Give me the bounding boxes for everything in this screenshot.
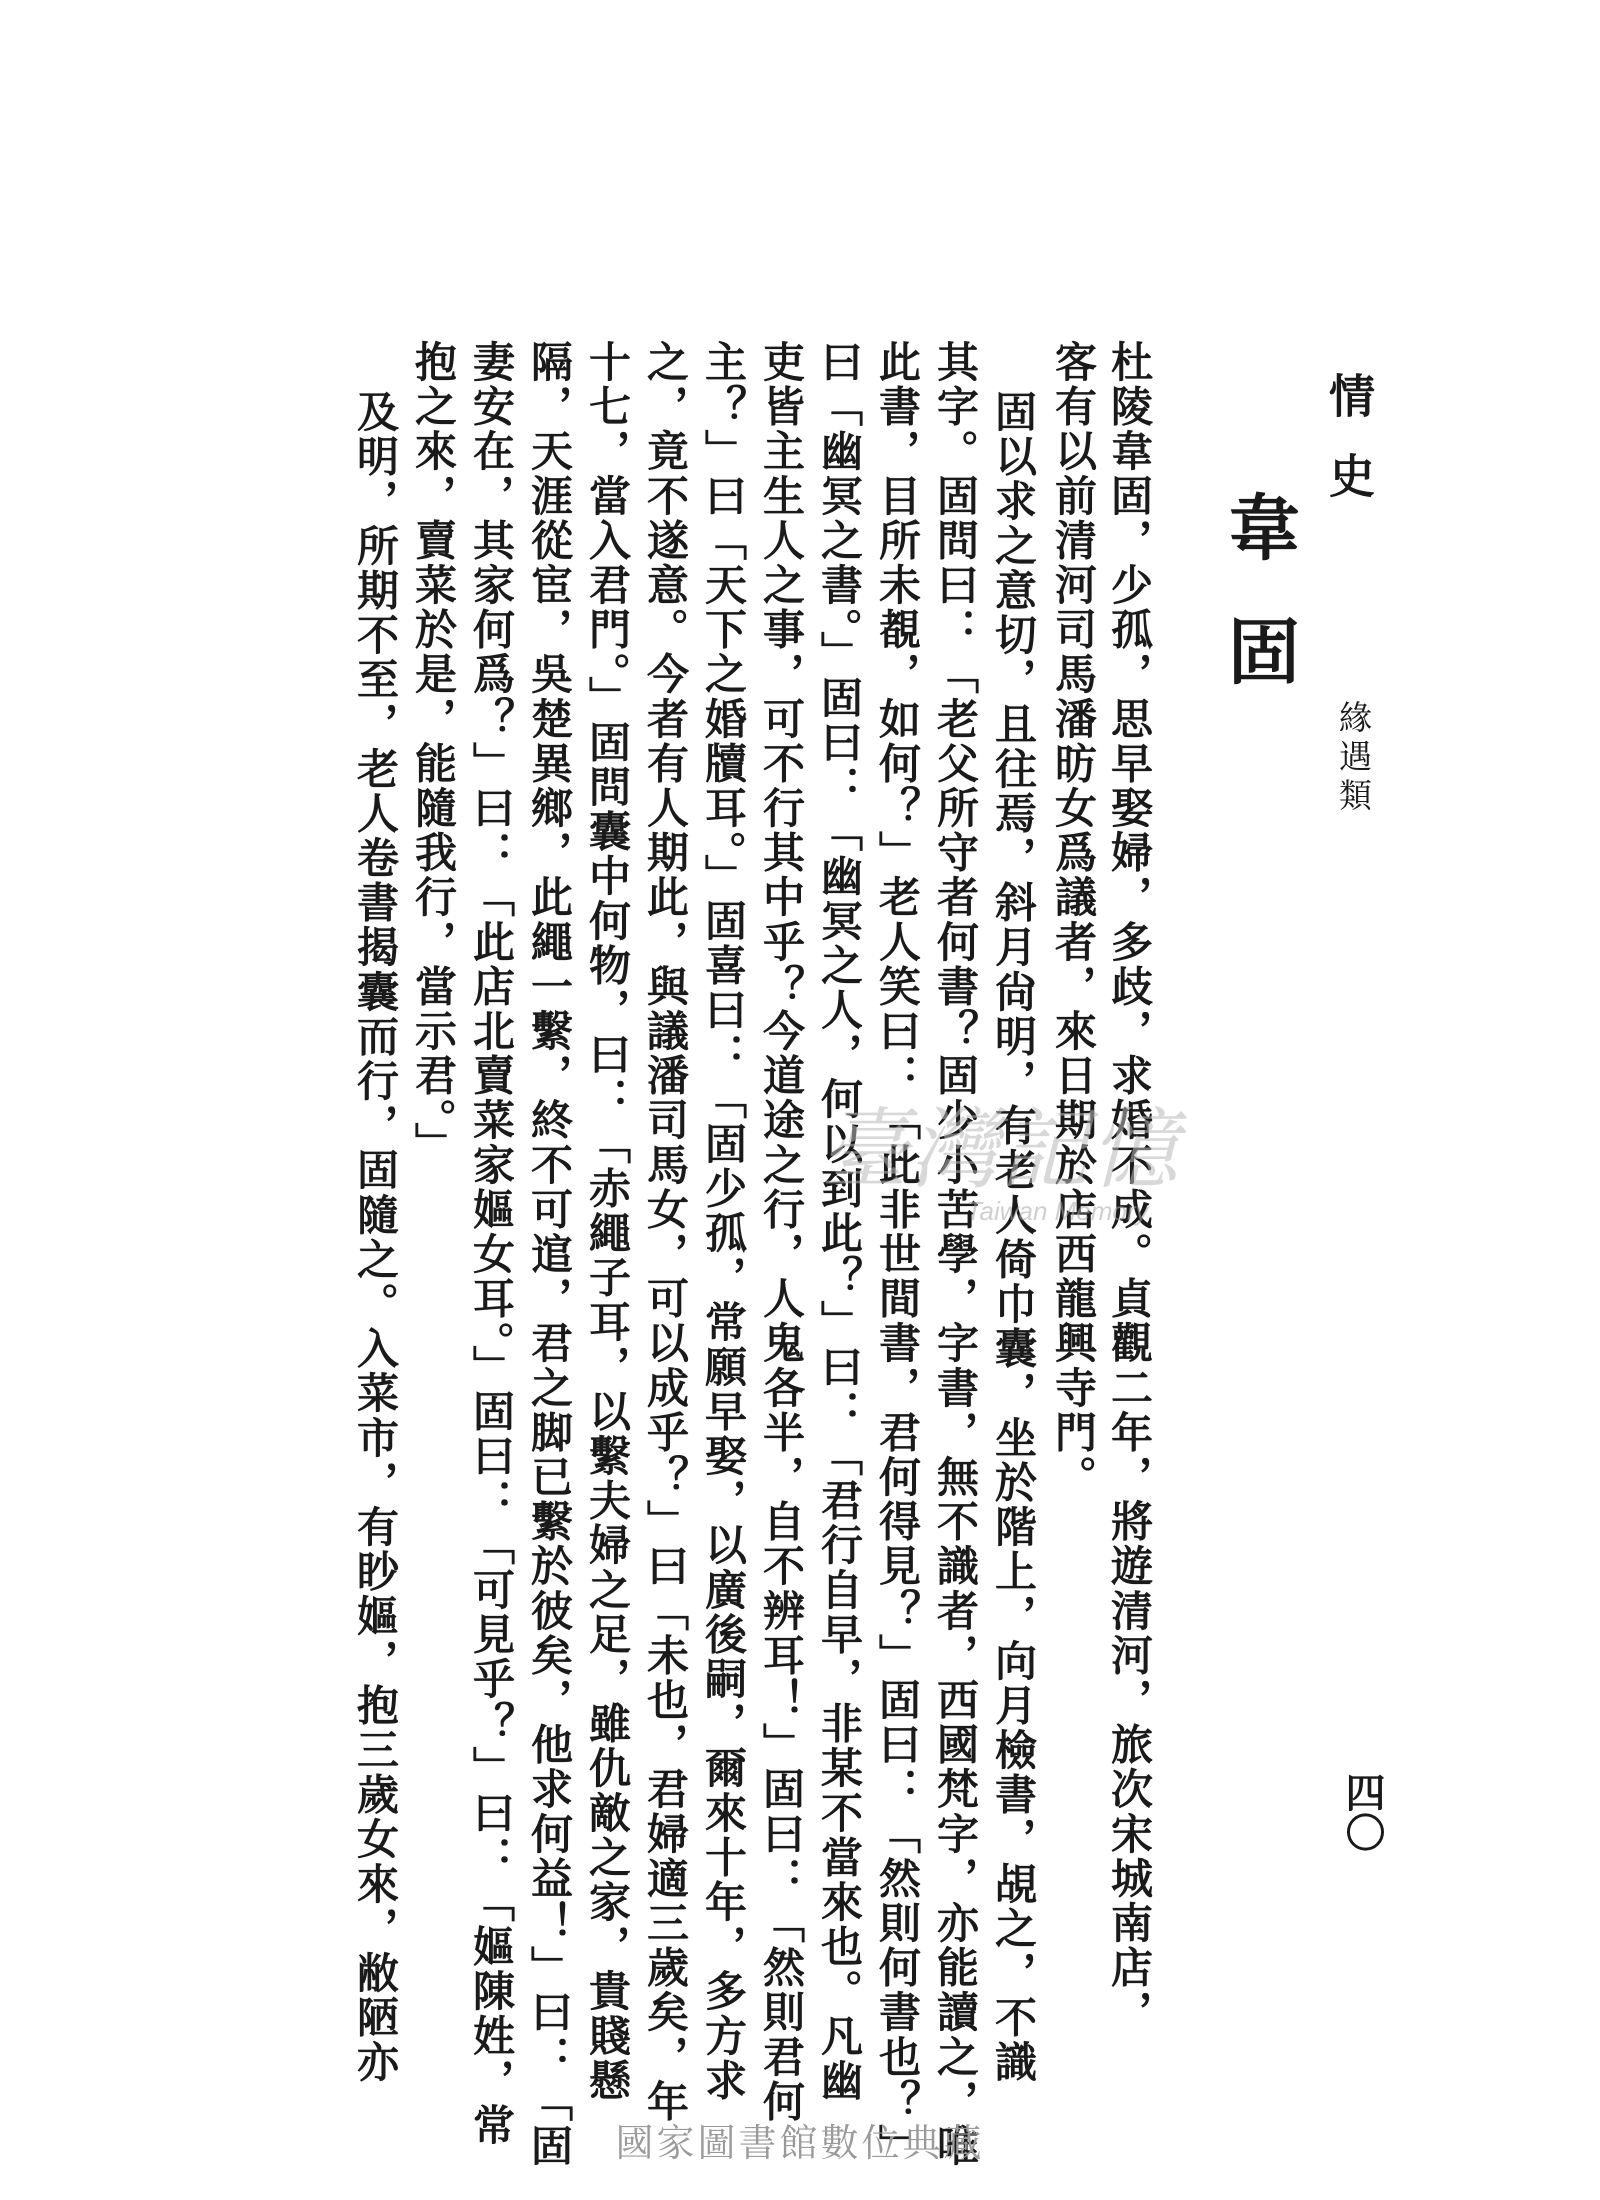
text-column-5: 此書，目所未覩，如何？」老人笑曰：「此非世間書，君何得見？」固曰：「然則何書也？」 (873, 340, 922, 2169)
watermark-english-text: Taiwan Memory (966, 1196, 1149, 1226)
text-column-2: 客有以前清河司馬潘昉女爲議者，來日期於店西龍興寺門。 (1049, 340, 1098, 1500)
text-column-6: 曰「幽冥之書。」固曰：「幽冥之人，何以到此？」曰：「君行自早，非某不當來也。凡幽 (815, 340, 864, 2103)
running-header-book-title: 情史 (1322, 372, 1376, 532)
text-column-3: 固以求之意切，且往焉，斜月尙明，有老人倚巾囊，坐於階上，向月檢書，覘之，不識 (989, 390, 1038, 2085)
text-column-1: 杜陵韋固，少孤，思早娶婦，多歧，求婚不成。貞觀二年，將遊清河，旅次宋城南店， (1105, 340, 1154, 2035)
page-number: 四〇 (1339, 1772, 1386, 1852)
text-column-11: 隔，天涯從宦，吳楚異鄉，此繩一繫，終不可逭，君之脚已繫於彼矣，他求何益！」曰：「固 (525, 340, 574, 2169)
running-header-section: 緣遇類 (1334, 700, 1373, 817)
text-column-14: 及明，所期不至，老人卷書揭囊而行，固隨之。入菜市，有眇嫗，抱三歲女來，敝陋亦 (351, 390, 400, 2085)
text-column-8: 主？」曰「天下之婚牘耳。」固喜曰：「固少孤，常願早娶，以廣後嗣，爾來十年，多方求 (699, 340, 748, 2103)
text-column-7: 吏皆主生人之事，可不行其中乎？今道途之行，人鬼各半，自不辨耳！」固曰：「然則君何 (757, 340, 806, 2124)
text-column-9: 之，竟不遂意。今者有人期此，與議潘司馬女，可以成乎？」曰「未也，君婦適三歲矣，年 (641, 340, 690, 2124)
watermark (820, 1080, 1260, 1260)
chapter-title: 韋固 (1216, 490, 1301, 738)
text-column-4: 其字。固問曰：「老父所守者何書？固少小苦學，字書，無不識者，西國梵字，亦能讀之，唯 (931, 340, 980, 2169)
footer-archive-credit: 國家圖書館數位典藏 (615, 2121, 985, 2165)
text-column-12: 妻安在，其家何爲？」曰：「此店北賣菜家嫗女耳。」固曰：「可見乎？」曰：「嫗陳姓，常 (467, 340, 516, 2148)
watermark-chinese-text: 臺灣記憶 (820, 1098, 1181, 1201)
text-column-13: 抱之來，賣菜於是，能隨我行，當示君。」 (409, 340, 458, 1167)
text-column-10: 十七，當入君門。」固問囊中何物，曰：「赤繩子耳，以繫夫婦之足，雖仇敵之家，貴賤懸 (583, 340, 632, 2103)
